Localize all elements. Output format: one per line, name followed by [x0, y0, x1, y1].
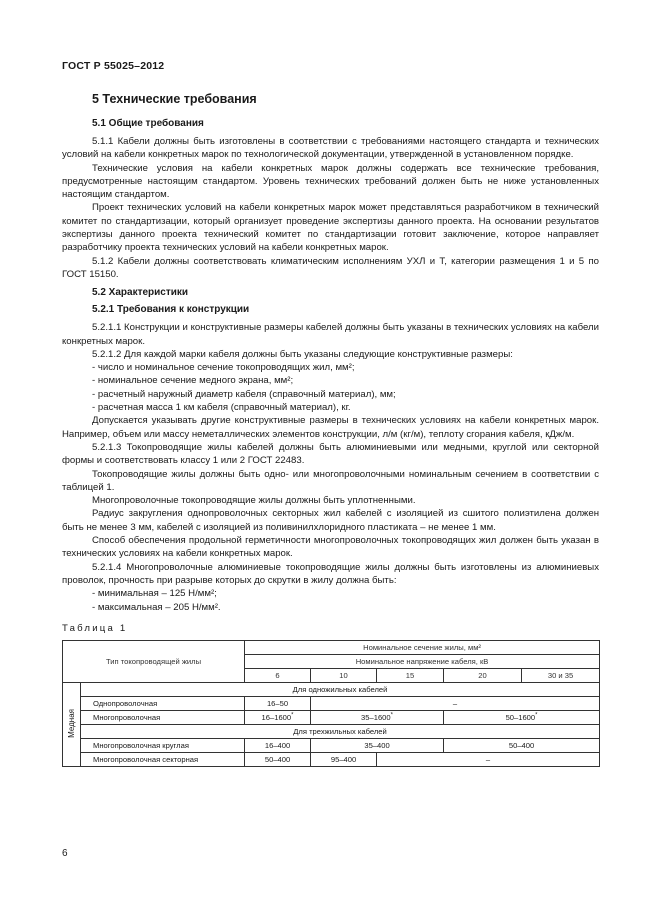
header-cross-section: Номинальное сечение жилы, мм² — [245, 641, 600, 655]
table-cell: 35–400 — [311, 739, 444, 753]
paragraph-tech-conditions: Технические условия на кабели конкретных марок должны содержать все технические требования, предусмотренные настоящим стандартом. Уровень технических требований должен быть не ниже установленных настоящим стандартом. — [62, 162, 599, 201]
table-cell: 16–400 — [245, 739, 311, 753]
table-cell: 35–1600* — [311, 711, 444, 725]
material-cell — [63, 683, 81, 767]
document-header: ГОСТ Р 55025–2012 — [62, 60, 165, 72]
paragraph-project: Проект технических условий на кабели конкретных марок может представляться разработчиком в технический комитет по стандартизации, который организует проведение экспертизы данного проекта. На основании результатов экспертизы данного проекта технический комитет по стандартизации готовит заключение, которое направляет разработчику проекта технических условий на кабели конкретных марок. — [62, 202, 599, 254]
paragraph-5-1-2: 5.1.2 Кабели должны соответствовать климатическим исполнениям УХЛ и Т, категории размещения 1 и 5 по ГОСТ 15150. — [62, 255, 599, 280]
document-body — [62, 92, 599, 767]
header-voltage-value: 6 — [245, 669, 311, 683]
footnote-mark: * — [535, 712, 538, 719]
list-item: - расчетная масса 1 км кабеля (справочный материал), кг. — [92, 402, 351, 414]
table-caption: Таблица 1 — [62, 622, 128, 634]
list-item: - номинальное сечение медного экрана, мм²; — [92, 375, 294, 387]
paragraph-compacted: Многопроволочные токопроводящие жилы должны быть уплотненными. — [92, 495, 416, 507]
paragraph-5-2-1-4: 5.2.1.4 Многопроволочные алюминиевые токопроводящие жилы должны быть изготовлены из алюминиевых проволок, прочность при разрыве которых до скрутки в жилу должна быть: — [62, 561, 599, 586]
row-name: Многопроволочная секторная — [81, 753, 245, 767]
section-title: 5 Технические требования — [92, 92, 257, 106]
list-item: - число и номинальное сечение токопроводящих жил, мм²; — [92, 362, 355, 374]
row-name: Однопроволочная — [81, 697, 245, 711]
row-name: Многопроволочная круглая — [81, 739, 245, 753]
list-item: - расчетный наружный диаметр кабеля (справочный материал), мм; — [92, 388, 396, 400]
paragraph-conductor-types: Токопроводящие жилы должны быть одно- или многопроволочными номинальным сечением в соответствии с таблицей 1. — [62, 468, 599, 493]
table-cell: 16–1600* — [245, 711, 311, 725]
paragraph-other-dims: Допускается указывать другие конструктивные размеры в технических условиях на кабели конкретных марок. Например, объем или массу неметаллических элементов конструкции, л/м (кг/м), теплоту сгорания кабеля, кДж/м. — [62, 415, 599, 440]
table-cell: 95–400 — [311, 753, 377, 767]
subsection-5-1-title: 5.1 Общие требования — [92, 118, 204, 129]
footnote-mark: * — [390, 712, 393, 719]
table-cell: 16–50 — [245, 697, 311, 711]
subsection-5-2-1-title: 5.2.1 Требования к конструкции — [92, 304, 250, 316]
table-cell: 50–400 — [444, 739, 600, 753]
table-cell: – — [311, 697, 600, 711]
paragraph-radius: Радиус закругления однопроволочных секторных жил кабелей с изоляцией из сшитого полиэтилена должен быть не менее 3 мм, кабелей с изоляцией из поливинилхлоридного пластиката – не менее 1 мм. — [62, 508, 599, 533]
header-voltage-value: 15 — [377, 669, 444, 683]
paragraph-5-2-1-2: 5.2.1.2 Для каждой марки кабеля должны быть указаны следующие конструктивные размеры: — [92, 348, 513, 360]
header-conductor-type: Тип токопроводящей жилы — [63, 641, 245, 683]
material-label: Медная — [67, 708, 76, 738]
paragraph-5-2-1-3: 5.2.1.3 Токопроводящие жилы кабелей должны быть алюминиевыми или медными, круглой или секторной формы и соответствовать классу 1 или 2 ГОСТ 22483. — [62, 441, 599, 467]
table-cell: 50–1600* — [444, 711, 600, 725]
group-single-core: Для одножильных кабелей — [81, 683, 600, 697]
subsection-5-2-title: 5.2 Характеристики — [92, 287, 189, 299]
row-name: Многопроволочная — [81, 711, 245, 725]
conductor-table — [62, 640, 600, 767]
group-three-core: Для трехжильных кабелей — [81, 725, 600, 739]
header-voltage-value: 20 — [444, 669, 522, 683]
footnote-mark: * — [291, 712, 294, 719]
paragraph-5-2-1-1: 5.2.1.1 Конструкции и конструктивные размеры кабелей должны быть указаны в технических условиях на кабели конкретных марок. — [62, 322, 599, 347]
paragraph-sealing: Способ обеспечения продольной герметичности многопроволочных токопроводящих жил должен быть указан в технических условиях на кабели конкретных марок. — [62, 535, 599, 560]
list-item: - минимальная – 125 Н/мм²; — [92, 588, 217, 600]
paragraph-5-1-1: 5.1.1 Кабели должны быть изготовлены в соответствии с требованиями настоящего стандарта и технических условий на кабели конкретных марок по технологической документации, утвержденной в установленном порядке. — [62, 136, 599, 161]
header-voltage: Номинальное напряжение кабеля, кВ — [245, 655, 600, 669]
table-cell: – — [377, 753, 600, 767]
page-number: 6 — [62, 848, 68, 859]
header-voltage-value: 10 — [311, 669, 377, 683]
header-voltage-value: 30 и 35 — [522, 669, 600, 683]
table-cell: 50–400 — [245, 753, 311, 767]
list-item: - максимальная – 205 Н/мм². — [92, 601, 221, 613]
